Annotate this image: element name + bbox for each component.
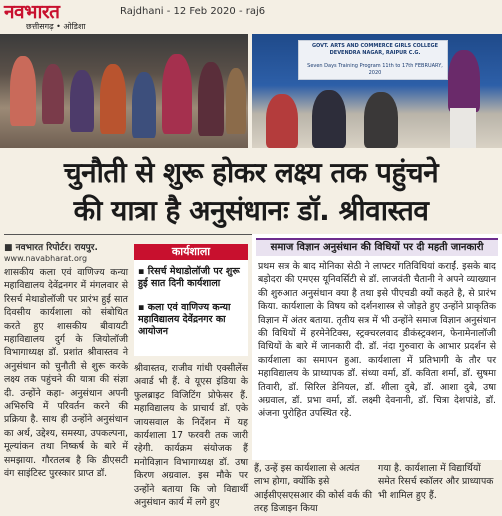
karyashala-heading: कार्यशाला	[134, 244, 248, 260]
continuation-middle: हैं, उन्हें इस कार्यशाला से अत्यंत लाभ होगा, क्योंकि इसे आईसीएसएसआर की कोर्स वर्क की तरह डिजाइन किया	[254, 463, 372, 515]
article-column-1	[4, 266, 128, 478]
event-banner	[298, 40, 448, 80]
side-story	[252, 234, 502, 460]
karyashala-point-2: ▪ कला एवं वाणिज्य कन्या महाविद्यालय देवेंद्रनगर का आयोजन	[138, 302, 231, 337]
headline-line-2: की यात्रा है अनुसंधानः डॉ. श्रीवास्तव	[73, 194, 429, 227]
reporter-byline: ■ नवभारत रिपोर्टर। रायपुर.	[4, 243, 98, 253]
column-1-text: शासकीय कला एवं वाणिज्य कन्या महाविद्यालय देवेंद्रनगर में मंगलवार से रिसर्च मेथाडोलॉजी पर प्रारंभ हुई सात दिवसीय कार्यशाला को संबोधित करते हुए शासकीय बीवायटी महाविद्यालय दुर्ग के जियोलॉजी विभागाध्यक्ष डॉ. प्रशांत श्रीवास्तव ने अनुसंधान को चुनौती से शुरू करके लक्ष्य तक पहुंचने की यात्रा की संज्ञा दी. उन्होंने कहा- अनुसंधान अपनी अभिरुचि में परिवर्तन करने की प्रक्रिया है. साथ ही उन्होंने अनुसंधान का अर्थ, उद्देश्य, समस्या, उपकल्पना, मूल्यांकन तथा निष्कर्ष के बारे में समझाया. गौरतलब है कि डीएसटी वंग साइंटिस्ट पुरस्कार प्राप्त डॉ.	[4, 267, 128, 480]
side-story-body	[258, 260, 496, 458]
karyashala-box	[134, 244, 248, 356]
banner-event: Seven Days Training Program 11th to 17th FEBRUARY, 2020	[307, 63, 443, 76]
website: www.navabharat.org	[4, 254, 88, 263]
side-story-text: प्रथम सत्र के बाद मोनिका सेठी ने लाफ्टर गतिविधियां कराईं. इसके बाद बड़ोदरा की एमएस यूनिवर्सिटी से डॉ. लाजवंती चैतानी ने अपने व्याख्यान की शुरुआत अनुसंधान क्या है तथा इसे पीएचडी क्यों कहते है, से प्रारंभ किया. कार्यशाला के विषय को दर्शनशास्त्र से जोड़ते हुए उन्होंने प्राकृतिक विज्ञान में अंतर बताया. तृतीय सत्र में भी उन्होंने समाज विज्ञान अनुसंधान की विधियों में हरमेनेटिक्स, स्ट्रक्चरलवाद डीकंस्ट्रक्शन, फेनामेनालॉजी विधियों के बारे में जानकारी दी. डॉ. नंदा गुरुवारा के आभार प्रदर्शन से कार्यशाला का समापन हुआ. कार्यशाला में प्रतिभागी के तौर पर महाविद्यालय के प्राध्यापक डॉ. संध्या वर्मा, डॉ. कविता शर्मा, डॉ. सुषमा तिवारी, डॉ. सिरिल डेनियल, डॉ. शीला दुबे, डॉ. आशा दुबे, उषा अग्रवाल, डॉ. प्रभा वर्मा, डॉ. लक्ष्मी देवनानी, डॉ. चित्रा देशपांडे, डॉ. अंजना पुरोहित उपस्थित रहे.	[258, 261, 496, 420]
headline-line-1: चुनौती से शुरू होकर लक्ष्य तक पहुंचने	[63, 156, 439, 189]
newspaper-logo	[4, 2, 112, 32]
side-story-heading: समाज विज्ञान अनुसंधान की विधियों पर दी महती जानकारी	[256, 238, 498, 256]
karyashala-point-1: ▪ रिसर्च मेथाडोलॉजी पर शुरू हुई सात दिनी कार्यशाला	[138, 266, 240, 289]
article-column-2	[134, 362, 248, 509]
stage-photo	[252, 34, 502, 148]
edition-label: छत्तीसगढ़ • ओडिशा	[26, 22, 86, 31]
headline	[6, 154, 496, 230]
column-2-text: श्रीवास्तव, राजीव गांधी एक्सीलेंस अवार्ड भी हैं. वे यूएस इंडिया के फुलब्राइट विजिटिंग प्रोफेसर हैं. महाविद्यालय के प्राचार्य डॉ. एके जायसवाल के निर्देशन में यह कार्यशाला 17 फरवरी तक जारी रहेगी. कार्यक्रम संयोजक हैं मनोविज्ञान विभागाध्यक्ष डॉ. उषा किरण अग्रवाल. इस मौके पर उन्होंने बताया कि जो विद्यार्थी अनुसंधान कार्य में लगे हुए	[134, 363, 248, 509]
logo-text: नवभारत	[4, 1, 60, 23]
podium	[450, 108, 476, 148]
banner-college: GOVT. ARTS AND COMMERCE GIRLS COLLEGE DEVENDRA NAGAR, RAIPUR C.G.	[311, 43, 439, 56]
news-photos	[0, 34, 502, 148]
continuation-right: गया है. कार्यशाला में विद्यार्थियों समेत रिसर्च स्कॉलर और प्राध्यापक भी शामिल हुए हैं.	[378, 463, 494, 501]
masthead	[0, 0, 502, 34]
classroom-photo	[0, 34, 248, 148]
dateline: Rajdhani - 12 Feb 2020 - raj6	[120, 6, 266, 17]
